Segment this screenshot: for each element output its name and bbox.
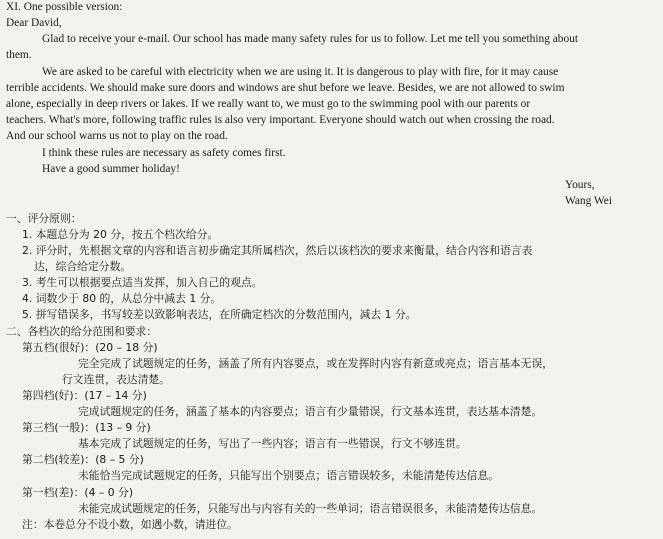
letter-paragraph-line: terrible accidents. We should make sure doors and windows are shut before we leave. Besides, we are not allowed to swim [6, 82, 565, 94]
principle-item: 5. 拼写错误多，书写较差以致影响表达，在所确定档次的分数范围内，减去 1 分。 [22, 308, 417, 321]
levels-title: 二、各档次的给分范围和要求： [6, 325, 158, 338]
principle-item: 2. 评分时，先根据文章的内容和语言初步确定其所属档次，然后以该档次的要求来衡量，结合内容和语言表 [22, 244, 533, 257]
principles-title: 一、评分原则： [6, 212, 82, 225]
scoring-note: 注：本卷总分不设小数，如遇小数，请进位。 [22, 518, 238, 531]
letter-paragraph-line: And our school warns us not to play on the road. [6, 130, 228, 142]
letter-signature: Wang Wei [565, 195, 612, 207]
letter-paragraph-line: Have a good summer holiday! [42, 163, 180, 175]
level-name: 第四档(好)：(17 – 14 分) [22, 389, 147, 402]
principle-item: 1. 本题总分为 20 分，按五个档次给分。 [22, 228, 219, 241]
level-name: 第三档(一般)：(13 – 9 分) [22, 421, 151, 434]
section-heading: XI. One possible version: [6, 1, 123, 13]
level-name: 第一档(差)：(4 – 0 分) [22, 486, 134, 499]
letter-greeting: Dear David, [6, 17, 62, 29]
letter-paragraph-line: We are asked to be careful with electricity when we are using it. It is dangerous to play with fire, for it may cause [42, 66, 559, 78]
principle-item: 4. 词数少于 80 的，从总分中减去 1 分。 [22, 292, 222, 305]
level-desc: 行文连贯，表达清楚。 [62, 373, 170, 386]
level-desc: 完成试题规定的任务，涵盖了基本的内容要点；语言有少量错误，行文基本连贯，表达基本清楚。 [78, 405, 543, 418]
level-desc: 基本完成了试题规定的任务，写出了一些内容；语言有一些错误，行文不够连贯。 [78, 437, 467, 450]
level-name: 第二档(较差)：(8 – 5 分) [22, 453, 144, 466]
letter-paragraph-line: alone, especially in deep rivers or lakes. If we really want to, we must go to the swimming pool with our parents or [6, 98, 531, 110]
level-desc: 完全完成了试题规定的任务，涵盖了所有内容要点，或在发挥时内容有新意或亮点；语言基本无误， [78, 357, 554, 370]
level-name: 第五档(很好)：(20 – 18 分) [22, 341, 158, 354]
principle-item-cont: 达，综合给定分数。 [34, 260, 132, 273]
level-desc: 未能恰当完成试题规定的任务，只能写出个别要点；语言错误较多，未能清楚传达信息。 [78, 469, 500, 482]
letter-paragraph-line: them. [6, 49, 32, 61]
letter-closing: Yours, [565, 179, 595, 191]
letter-paragraph-line: I think these rules are necessary as safety comes first. [42, 147, 286, 159]
letter-paragraph-line: Glad to receive your e-mail. Our school has made many safety rules for us to follow. Let me tell you something about [42, 33, 579, 45]
principle-item: 3. 考生可以根据要点适当发挥，加入自己的观点。 [22, 276, 263, 289]
level-desc: 未能完成试题规定的任务，只能写出与内容有关的一些单词；语言错误很多，未能清楚传达信息。 [78, 502, 543, 515]
letter-paragraph-line: teachers. What's more, following traffic rules is also very important. Everyone should watch out when crossing the road. [6, 114, 555, 126]
